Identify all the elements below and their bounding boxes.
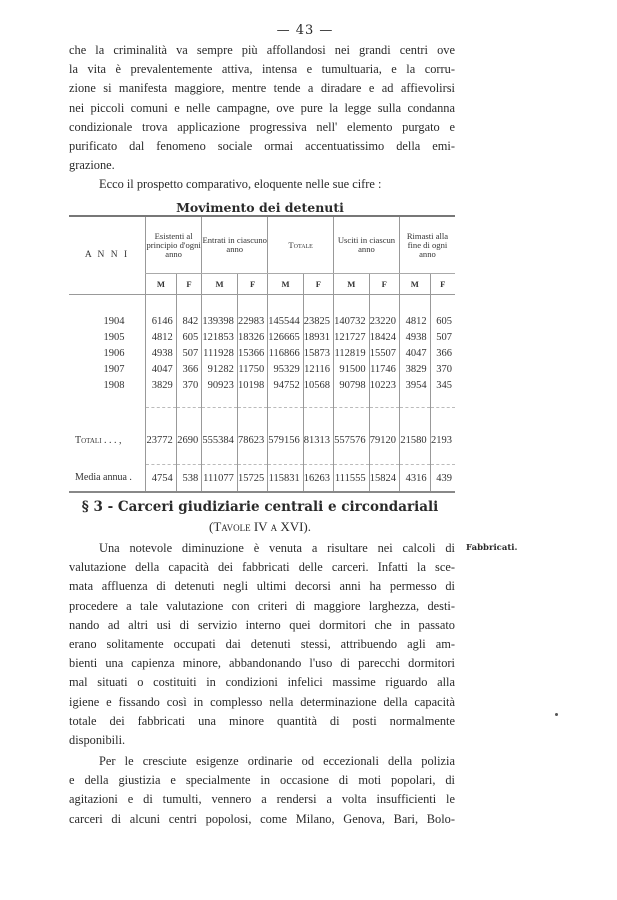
value-cell: 11746 (369, 361, 399, 377)
table-title: Movimento dei detenuti (176, 200, 344, 215)
text-line: che la criminalità va sempre più affollandosi nei grandi centri ove (69, 43, 455, 57)
value-cell: 91282 (202, 361, 238, 377)
value-cell: 4812 (146, 329, 177, 345)
value-cell: 439 (430, 465, 455, 493)
value-cell: 140732 (334, 313, 370, 329)
speck-mark (555, 713, 558, 716)
column-header-entrati: Entrati in ciascuno anno (202, 216, 268, 274)
text-line: nei piccoli comuni e nelle campagne, ove pure la legge sulla condanna (69, 100, 455, 115)
value-cell: 111928 (202, 345, 238, 361)
value-cell: 4047 (146, 361, 177, 377)
year-cell: 1905 (103, 331, 125, 343)
value-cell: 366 (430, 345, 455, 361)
text-line: purificato dal fenomeno sociale ormai accentuatissimo della emi- (69, 139, 455, 154)
year-cell: 1907 (103, 363, 125, 375)
subheader-m: M (202, 274, 238, 295)
text-line: mata affluenza di detenuti negli ultimi decorsi anni ha permesso di (69, 579, 455, 594)
value-cell: 370 (176, 377, 201, 393)
value-cell: 366 (176, 361, 201, 377)
value-cell: 81313 (303, 430, 333, 450)
value-cell: 3829 (399, 361, 430, 377)
value-cell: 10198 (237, 377, 267, 393)
subheader-m: M (334, 274, 370, 295)
value-cell: 507 (176, 345, 201, 361)
value-cell: 145544 (268, 313, 304, 329)
value-cell: 15366 (237, 345, 267, 361)
value-cell: 3954 (399, 377, 430, 393)
value-cell: 16263 (303, 465, 333, 493)
value-cell: 345 (430, 377, 455, 393)
value-cell: 23825 (303, 313, 333, 329)
value-cell: 2193 (430, 430, 455, 450)
text-line: erano solitamente occupati dai detenuti stessi, attribuendo agli am- (69, 637, 455, 652)
text-line: grazione. (69, 158, 115, 173)
subheader-m: M (146, 274, 177, 295)
value-cell: 90923 (202, 377, 238, 393)
text-line: Per le cresciute esigenze ordinarie od eccezionali della polizia (99, 754, 455, 768)
value-cell: 139398 (202, 313, 238, 329)
column-header-totale: Totale (268, 216, 334, 274)
year-cell: 1906 (103, 347, 125, 359)
text-line: procedere a tale valutazione con criteri di maggiore larghezza, desti- (69, 598, 455, 613)
body-paragraph-1 (69, 539, 455, 750)
body-paragraph-2 (69, 752, 455, 829)
value-cell: 121727 (334, 329, 370, 345)
value-cell: 6146 (146, 313, 177, 329)
margin-note: Fabbricati. (466, 543, 518, 553)
value-cell: 115831 (268, 465, 304, 493)
text-line: carceri di alcuni centri popolosi, come Milano, Genova, Bari, Bolo- (69, 811, 455, 826)
value-cell: 15725 (237, 465, 267, 493)
table-row (69, 361, 455, 377)
value-cell: 21580 (399, 430, 430, 450)
value-cell: 95329 (268, 361, 304, 377)
value-cell: 112819 (334, 345, 370, 361)
text-line: Ecco il prospetto comparativo, eloquente nelle sue cifre : (99, 177, 382, 192)
text-line: condizionale trova applicazione progressiva nell' elemento purgato e (69, 119, 455, 134)
value-cell: 18931 (303, 329, 333, 345)
value-cell: 579156 (268, 430, 304, 450)
text-line: totale dei fabbricati una minore quantità di posti normalmente (69, 713, 455, 728)
value-cell: 23220 (369, 313, 399, 329)
value-cell: 507 (430, 329, 455, 345)
subheader-m: M (268, 274, 304, 295)
value-cell: 4938 (146, 345, 177, 361)
value-cell: 4754 (146, 465, 177, 493)
subheader-f: F (369, 274, 399, 295)
value-cell: 4316 (399, 465, 430, 493)
value-cell: 2690 (176, 430, 201, 450)
column-header-usciti: Usciti in ciascun anno (334, 216, 400, 274)
value-cell: 15873 (303, 345, 333, 361)
value-cell: 4938 (399, 329, 430, 345)
value-cell: 111077 (202, 465, 238, 493)
value-cell: 10568 (303, 377, 333, 393)
value-cell: 79120 (369, 430, 399, 450)
table-row (69, 345, 455, 361)
section-title: § 3 - Carceri giudiziarie centrali e circondariali (81, 499, 439, 515)
subheader-f: F (237, 274, 267, 295)
text-line: mal situati o costituiti in condizioni infelici massime riguardo alla (69, 675, 455, 690)
value-cell: 11750 (237, 361, 267, 377)
value-cell: 22983 (237, 313, 267, 329)
text-line: zione si manifesta maggiore, mentre tende a diradare e ad affievolirsi (69, 81, 455, 96)
column-header-esistenti: Esistenti al principio d'ogni anno (146, 216, 202, 274)
table-row (69, 377, 455, 393)
text-line: valutazione della capacità dei fabbricati delle carceri. Infatti la sce- (69, 560, 455, 575)
value-cell: 370 (430, 361, 455, 377)
text-line: la vita è prevalentemente attiva, intensa e tumultuaria, e la corru- (69, 62, 455, 77)
value-cell: 557576 (334, 430, 370, 450)
value-cell: 111555 (334, 465, 370, 493)
value-cell: 15824 (369, 465, 399, 493)
value-cell: 538 (176, 465, 201, 493)
value-cell: 3829 (146, 377, 177, 393)
value-cell: 90798 (334, 377, 370, 393)
text-line: e della giustizia e specialmente in occasione di moti popolari, di (69, 773, 455, 788)
text-line: Una notevole diminuzione è venuta a risultare nei calcoli di (99, 541, 455, 555)
subheader-m: M (399, 274, 430, 295)
value-cell: 15507 (369, 345, 399, 361)
value-cell: 126665 (268, 329, 304, 345)
value-cell: 91500 (334, 361, 370, 377)
text-line: disponibili. (69, 733, 126, 748)
intro-paragraph (69, 41, 455, 195)
table-row (69, 329, 455, 345)
value-cell: 605 (176, 329, 201, 345)
value-cell: 78623 (237, 430, 267, 450)
value-cell: 4812 (399, 313, 430, 329)
column-header-anni: A N N I (69, 216, 146, 295)
media-label: Media annua . (69, 465, 146, 493)
value-cell: 121853 (202, 329, 238, 345)
value-cell: 18424 (369, 329, 399, 345)
year-cell: 1908 (103, 379, 125, 391)
value-cell: 842 (176, 313, 201, 329)
value-cell: 605 (430, 313, 455, 329)
totals-row (69, 430, 455, 450)
column-header-rimasti: Rimasti alla fine di ogni anno (399, 216, 455, 274)
value-cell: 4047 (399, 345, 430, 361)
subheader-f: F (176, 274, 201, 295)
text-line: nando ad altri usi di servizio interno quei dormitori che in passato (69, 617, 455, 632)
value-cell: 116866 (268, 345, 304, 361)
table-row (69, 313, 455, 329)
value-cell: 555384 (202, 430, 238, 450)
detainees-table (69, 215, 455, 493)
text-line: bienti una capienza minore, abbandonando l'uso di parecchi dormitori (69, 656, 455, 671)
value-cell: 23772 (146, 430, 177, 450)
value-cell: 12116 (303, 361, 333, 377)
subheader-f: F (303, 274, 333, 295)
subheader-f: F (430, 274, 455, 295)
value-cell: 18326 (237, 329, 267, 345)
media-row (69, 465, 455, 493)
page-number: — 43 — (276, 23, 334, 38)
totals-label: Totali . . . , (75, 434, 122, 446)
value-cell: 10223 (369, 377, 399, 393)
text-line: agitazioni e di tumulti, vennero a rendersi a volta insufficienti le (69, 792, 455, 807)
section-subtitle: (Tavole IV a XVI). (208, 519, 312, 534)
text-line: igiene e fissando così in complesso nella determinazione della capacità (69, 694, 455, 709)
year-cell: 1904 (103, 315, 125, 327)
value-cell: 94752 (268, 377, 304, 393)
